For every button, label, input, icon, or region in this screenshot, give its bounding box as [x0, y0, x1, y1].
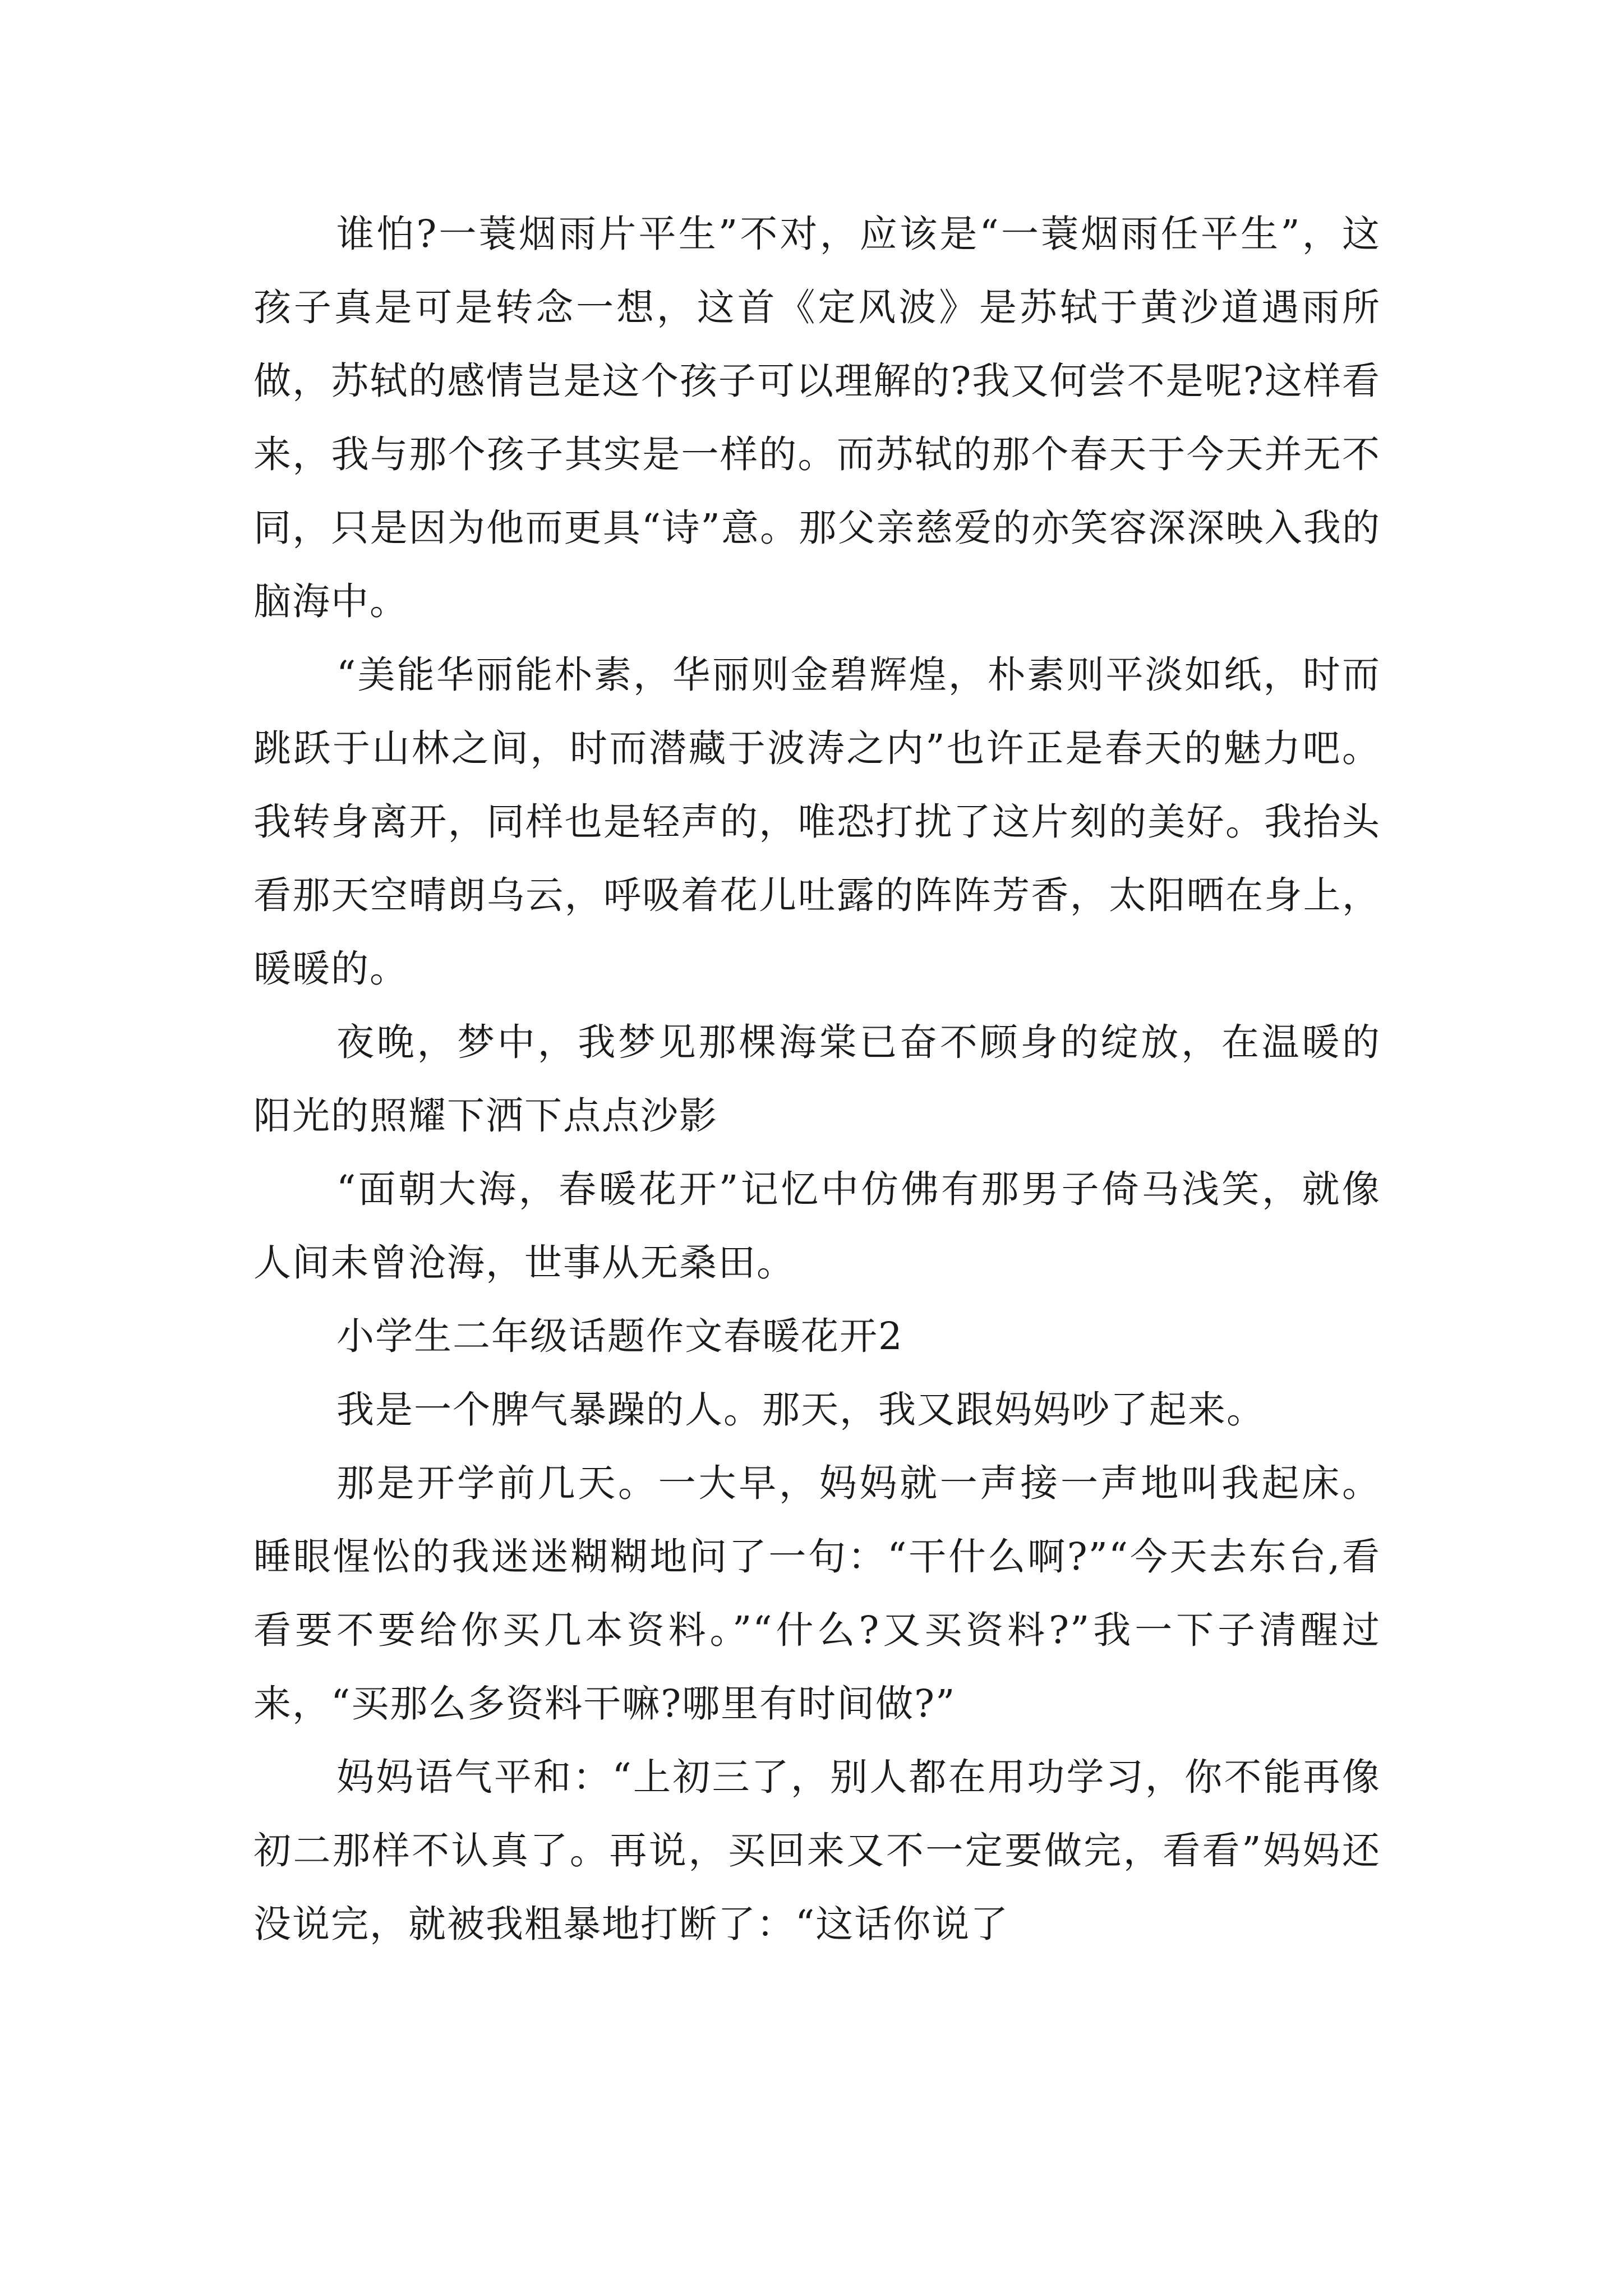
paragraph-1: 谁怕?一蓑烟雨片平生”不对，应该是“一蓑烟雨任平生”，这孩子真是可是转念一想，这首《定风波》是苏轼于黄沙道遇雨所做，苏轼的感情岂是这个孩子可以理解的?我又何尝不是呢?这样看来，我与那个孩子其实是一样的。而苏轼的那个春天于今天并无不同，只是因为他而更具“诗”意。那父亲慈爱的亦笑容深深映入我的脑海中。	[253, 212, 1381, 623]
document-body	[253, 197, 1381, 1961]
section-title: 小学生二年级话题作文春暖花开2	[336, 1314, 903, 1358]
paragraph-6: 那是开学前几天。一大早，妈妈就一声接一声地叫我起床。睡眼惺忪的我迷迷糊糊地问了一句：“干什么啊?”“今天去东台,看看要不要给你买几本资料。”“什么?又买资料?”我一下子清醒过来，“买那么多资料干嘛?哪里有时间做?”	[253, 1461, 1381, 1726]
paragraph-4: “面朝大海，春暖花开”记忆中仿佛有那男子倚马浅笑，就像人间未曾沧海，世事从无桑田。	[253, 1167, 1381, 1285]
paragraph-3: 夜晚，梦中，我梦见那棵海棠已奋不顾身的绽放，在温暖的阳光的照耀下洒下点点沙影	[253, 1020, 1381, 1138]
paragraph-5: 我是一个脾气暴躁的人。那天，我又跟妈妈吵了起来。	[336, 1388, 1265, 1432]
paragraph-7: 妈妈语气平和：“上初三了，别人都在用功学习，你不能再像初二那样不认真了。再说，买回来又不一定要做完，看看”妈妈还没说完，就被我粗暴地打断了：“这话你说了	[253, 1755, 1381, 1946]
paragraph-2: “美能华丽能朴素，华丽则金碧辉煌，朴素则平淡如纸，时而跳跃于山林之间，时而潜藏于波涛之内”也许正是春天的魅力吧。我转身离开，同样也是轻声的，唯恐打扰了这片刻的美好。我抬头看那天空晴朗乌云，呼吸着花儿吐露的阵阵芳香，太阳晒在身上，暖暖的。	[253, 653, 1381, 991]
